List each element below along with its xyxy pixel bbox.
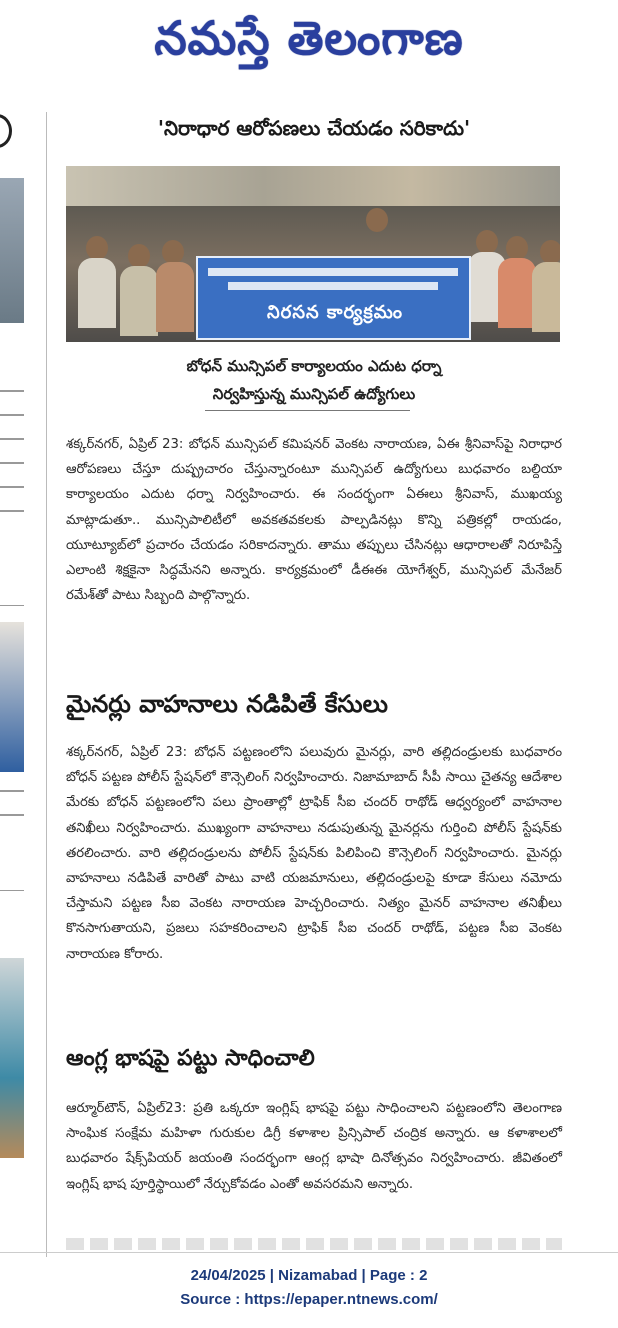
masthead: [0, 0, 618, 88]
article2-headline: మైనర్లు వాహనాలు నడిపితే కేసులు: [66, 690, 388, 718]
page-bottom-rule: [0, 1252, 618, 1253]
article3-body: ఆర్మూర్‌టౌన్, ఏప్రిల్23: ప్రతి ఒక్కరూ ఇంగ్లిష్ భాషపై పట్టు సాధించాలని పట్టణంలోని తెలంగాణ సాంఘిక సంక్షేమ మహిళా గురుకుల డిగ్రీ కళాశాల ప్రిన్సిపాల్ చంద్రిక అన్నారు. ఆ కళాశాలలో బుధవారం షేక్స్‌పియర్ జయంతి సందర్భంగా ఆంగ్ల భాషా దినోత్సవం నిర్వహించారు. జీవితంలో ఇంగ్లిష్ భాష పూర్తిస్థాయిలో నేర్చుకోవడం ఎంతో అవసరమని అన్నారు.: [66, 1101, 562, 1192]
cropped-text-lines-2: [0, 790, 24, 838]
person-icon: [540, 240, 560, 264]
protest-banner: [196, 256, 471, 340]
cropped-rule-2: [0, 890, 24, 891]
caption-line-1: బోధన్ మున్సిపల్ కార్యాలయం ఎదుట ధర్నా: [186, 357, 442, 375]
column-divider: [46, 112, 47, 1257]
person-icon: [156, 262, 194, 332]
article2-body: శక్కర్‌నగర్, ఏప్రిల్ 23: బోధన్ పట్టణంలోని పలువురు మైనర్లు, వారి తల్లిదండ్రులకు బుధవారం బోధన్ పట్టణ పోలీస్ స్టేషన్‌లో కౌన్సెలింగ్ నిర్వహించారు. నిజామాబాద్ సీపీ సాయి చైతన్య ఆదేశాల మేరకు బోధన్ పట్టణంలోని పలు ప్రాంతాల్లో ట్రాఫిక్ సీఐ చందర్ రాథోడ్ ఆధ్వర్యంలో వాహనాల తనిఖీలు నిర్వహించారు. ముఖ్యంగా వాహనాలు నడుపుతున్న మైనర్లను గుర్తించి పోలీస్ స్టేషన్‌కు తరలించారు. వారి తల్లిదండ్రులను పోలీస్ స్టేషన్‌కు పిలిపించి కౌన్సెలింగ్ నిర్వహించారు. మైనర్లు వాహనాలు నడిపితే వారితో పాటు వాటి యజమానులు, తల్లిదండ్రులపై కూడా కేసులు నమోదు చేస్తామని పట్టణ సీఐ వెంకట నారాయణ హెచ్చరించారు. నిత్యం మైనర్ వాహనాల తనిఖీలు కొనసాగుతాయని, ప్రజలు సహకరించాలని ట్రాఫిక్ సీఐ చందర్ రాథోడ్, పట్టణ సీఐ వెంకట నారాయణ కోరారు.: [66, 745, 562, 962]
photo-caption: [66, 352, 562, 408]
page-footer: [0, 1264, 618, 1312]
cropped-photo: [0, 178, 24, 323]
article3-headline: ఆంగ్ల భాషపై పట్టు సాధించాలి: [66, 1046, 315, 1071]
person-icon: [86, 236, 108, 260]
article1-headline: 'నిరాధార ఆరోపణలు చేయడం సరికాదు': [157, 116, 471, 140]
banner-text-line: [228, 282, 438, 290]
footer-date-page: 24/04/2025 | Nizamabad | Page : 2: [190, 1267, 428, 1284]
circle-decoration-icon: [0, 114, 12, 148]
person-icon: [532, 262, 560, 332]
banner-text: నిరసన కార్యక్రమం: [267, 302, 403, 323]
person-icon: [498, 258, 536, 328]
newspaper-title: నమస్తే తెలంగాణ: [154, 11, 464, 65]
person-icon: [120, 266, 158, 336]
person-icon: [162, 240, 184, 264]
person-icon: [366, 208, 388, 232]
footer-source: Source : https://epaper.ntnews.com/: [180, 1291, 438, 1308]
person-icon: [506, 236, 528, 260]
caption-line-2: నిర్వహిస్తున్న మున్సిపల్ ఉద్యోగులు: [212, 385, 416, 403]
protest-photo: [66, 166, 560, 342]
cropped-text-line: [66, 1238, 562, 1250]
cropped-photo-3: [0, 958, 24, 1158]
cropped-rule: [0, 605, 24, 606]
caption-underline: [205, 410, 410, 411]
banner-text-line: [208, 268, 458, 276]
cropped-photo-2: [0, 622, 24, 772]
person-icon: [476, 230, 498, 254]
cropped-text-lines: [0, 390, 24, 534]
person-icon: [78, 258, 116, 328]
adjacent-column-fragment: [0, 100, 40, 1260]
article1-body: శక్కర్‌నగర్, ఏప్రిల్ 23: బోధన్ మున్సిపల్ కమిషనర్ వెంకట నారాయణ, ఏఈ శ్రీనివాస్‌పై నిరాధార ఆరోపణలు చేస్తూ దుష్ప్రచారం చేస్తున్నారంటూ మున్సిపల్ ఉద్యోగులు బుధవారం బల్దియా కార్యాలయం ఎదుట ధర్నా నిర్వహించారు. ఈ సందర్భంగా ఏఈలు శ్రీనివాస్, ముఖయ్య మాట్లాడుతూ.. మున్సిపాలిటీలో అవకతవకలకు పాల్పడినట్లు కొన్ని పత్రికల్లో రాయడం, యూట్యూబ్‌లో ప్రచారం చేయడం సరికాదన్నారు. తాము తప్పులు చేసినట్లు ఆధారాలతో నిరూపిస్తే ఎలాంటి శిక్షకైనా సిద్ధమేనని అన్నారు. కార్యక్రమంలో డీఈఈ యోగేశ్వర్, మున్సిపల్ మేనేజర్ రమేశ్‌తో పాటు సిబ్బంది పాల్గొన్నారు.: [66, 437, 562, 604]
person-icon: [128, 244, 150, 268]
